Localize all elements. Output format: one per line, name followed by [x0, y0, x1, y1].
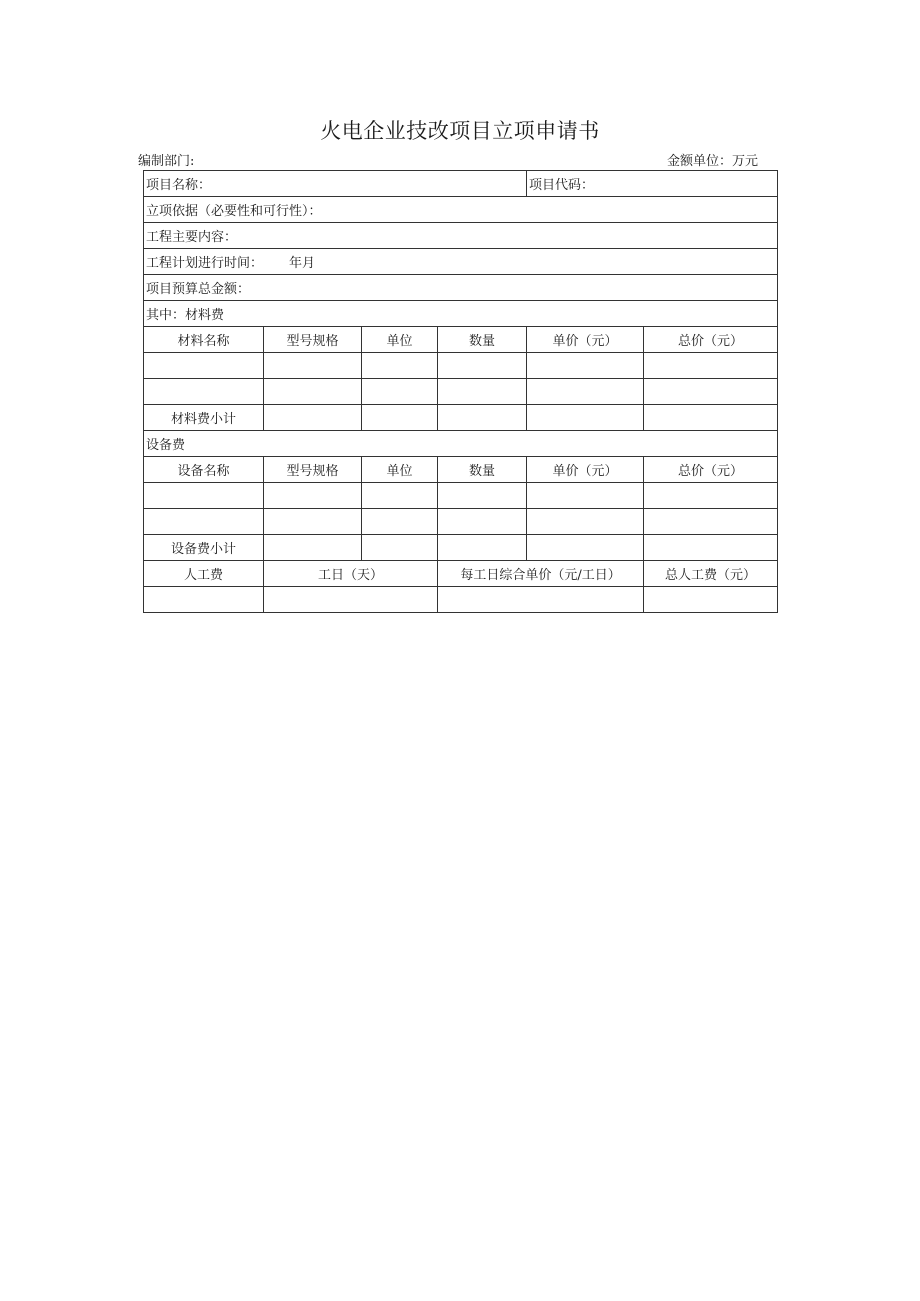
material-subtotal-row — [144, 405, 778, 431]
labor-row — [144, 587, 778, 613]
material-cell[interactable] — [527, 353, 644, 379]
equipment-subtotal-row — [144, 535, 778, 561]
equipment-row — [144, 483, 778, 509]
material-cell[interactable] — [527, 379, 644, 405]
equipment-cell[interactable] — [144, 509, 264, 535]
budget-row — [144, 275, 778, 301]
equipment-cell[interactable] — [438, 509, 527, 535]
material-row — [144, 353, 778, 379]
equipment-subtotal-cell[interactable] — [644, 535, 778, 561]
material-cell[interactable] — [438, 379, 527, 405]
equipment-cell[interactable] — [362, 509, 438, 535]
material-header-total-price: 总价（元） — [644, 327, 778, 353]
equipment-header-name: 设备名称 — [144, 457, 264, 483]
material-cell[interactable] — [362, 353, 438, 379]
equipment-header-row — [144, 457, 778, 483]
schedule-label: 工程计划进行时间： — [146, 256, 264, 271]
equipment-row — [144, 509, 778, 535]
labor-header-total: 总人工费（元） — [644, 561, 778, 587]
material-header-quantity: 数量 — [438, 327, 527, 353]
equipment-subtotal-label: 设备费小计 — [144, 535, 264, 561]
project-code-field[interactable]: 项目代码： — [527, 171, 778, 197]
material-cell[interactable] — [438, 353, 527, 379]
material-cell[interactable] — [362, 379, 438, 405]
schedule-value: 年月 — [289, 256, 316, 271]
material-section-row — [144, 301, 778, 327]
material-subtotal-cell[interactable] — [644, 405, 778, 431]
equipment-header-spec: 型号规格 — [264, 457, 362, 483]
material-header-unit-price: 单价（元） — [527, 327, 644, 353]
equipment-cell[interactable] — [527, 483, 644, 509]
labor-cell[interactable] — [144, 587, 264, 613]
equipment-header-unit: 单位 — [362, 457, 438, 483]
dept-label: 编制部门: — [138, 154, 195, 169]
material-header-spec: 型号规格 — [264, 327, 362, 353]
budget-field[interactable]: 项目预算总金额： — [144, 275, 778, 301]
content-field[interactable]: 工程主要内容： — [144, 223, 778, 249]
equipment-cell[interactable] — [264, 483, 362, 509]
page-title: 火电企业技改项目立项申请书 — [320, 119, 600, 143]
equipment-header-unit-price: 单价（元） — [527, 457, 644, 483]
labor-cell[interactable] — [264, 587, 438, 613]
material-header-name: 材料名称 — [144, 327, 264, 353]
schedule-field[interactable] — [144, 249, 778, 275]
equipment-subtotal-cell[interactable] — [527, 535, 644, 561]
equipment-subtotal-cell[interactable] — [362, 535, 438, 561]
material-header-unit: 单位 — [362, 327, 438, 353]
equipment-cell[interactable] — [644, 509, 778, 535]
equipment-cell[interactable] — [644, 483, 778, 509]
equipment-subtotal-cell[interactable] — [438, 535, 527, 561]
material-subtotal-cell[interactable] — [264, 405, 362, 431]
basis-field[interactable]: 立项依据（必要性和可行性）： — [144, 197, 778, 223]
equipment-cell[interactable] — [527, 509, 644, 535]
material-cell[interactable] — [644, 353, 778, 379]
labor-header-days: 工日（天） — [264, 561, 438, 587]
application-form-table — [143, 170, 778, 613]
schedule-row — [144, 249, 778, 275]
material-cell[interactable] — [144, 379, 264, 405]
equipment-cell[interactable] — [362, 483, 438, 509]
material-section-label: 其中：材料费 — [144, 301, 778, 327]
labor-cell[interactable] — [438, 587, 644, 613]
material-cell[interactable] — [264, 379, 362, 405]
equipment-section-row — [144, 431, 778, 457]
material-subtotal-cell[interactable] — [438, 405, 527, 431]
labor-header-daily-rate: 每工日综合单价（元/工日） — [438, 561, 644, 587]
labor-header-label: 人工费 — [144, 561, 264, 587]
material-cell[interactable] — [144, 353, 264, 379]
currency-unit-label: 金额单位：万元 — [666, 154, 758, 169]
material-cell[interactable] — [644, 379, 778, 405]
equipment-section-label: 设备费 — [144, 431, 778, 457]
material-subtotal-cell[interactable] — [362, 405, 438, 431]
project-name-field[interactable]: 项目名称： — [144, 171, 527, 197]
project-info-row — [144, 171, 778, 197]
basis-row — [144, 197, 778, 223]
material-row — [144, 379, 778, 405]
labor-header-row — [144, 561, 778, 587]
material-header-row — [144, 327, 778, 353]
equipment-cell[interactable] — [438, 483, 527, 509]
labor-cell[interactable] — [644, 587, 778, 613]
material-subtotal-cell[interactable] — [527, 405, 644, 431]
equipment-header-quantity: 数量 — [438, 457, 527, 483]
equipment-subtotal-cell[interactable] — [264, 535, 362, 561]
equipment-cell[interactable] — [144, 483, 264, 509]
material-subtotal-label: 材料费小计 — [144, 405, 264, 431]
equipment-cell[interactable] — [264, 509, 362, 535]
content-row — [144, 223, 778, 249]
equipment-header-total-price: 总价（元） — [644, 457, 778, 483]
material-cell[interactable] — [264, 353, 362, 379]
